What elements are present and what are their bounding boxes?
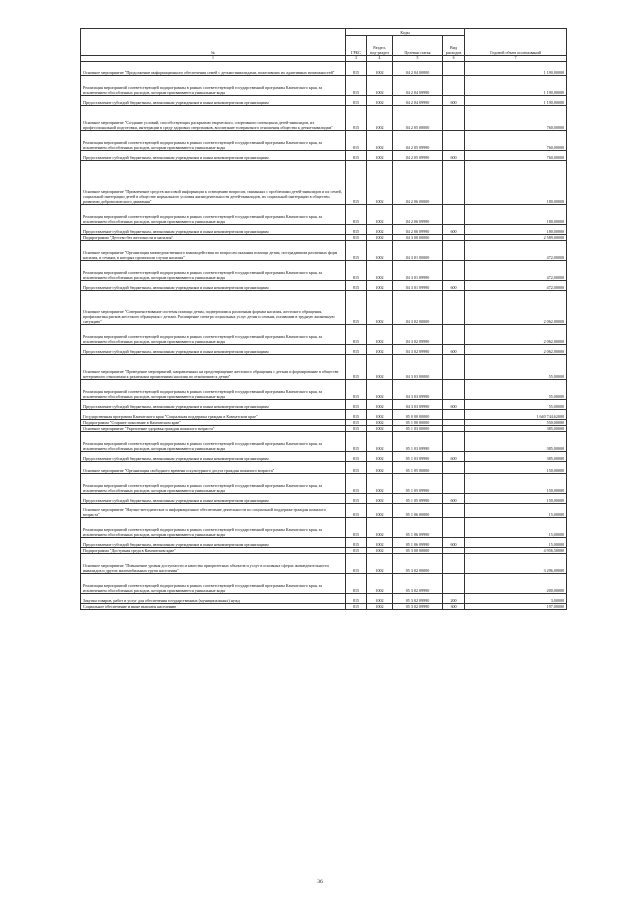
row-section: 1002 (367, 205, 393, 225)
row-section: 1002 (367, 241, 393, 261)
table-row (81, 594, 567, 604)
row-grbs: 815 (346, 261, 367, 281)
row-target-article: 04 3 01 09990 (393, 261, 443, 281)
row-section: 1002 (367, 426, 393, 432)
row-target-article: 04 2 06 09990 (393, 225, 443, 235)
row-expense-type (443, 106, 465, 131)
row-name: Реализация мероприятий соответствующей подпрограммы в рамках соответствующей государственной программы Камчатского края, за исключением обособленных расходов, которым присваиваются уникальные коды (81, 76, 346, 96)
table-row (81, 345, 567, 355)
row-target-article: 05 1 00 00000 (393, 420, 443, 426)
row-target-article: 04 2 05 00000 (393, 106, 443, 131)
row-expense-type: 600 (443, 345, 465, 355)
row-section: 1002 (367, 604, 393, 610)
row-expense-type (443, 380, 465, 400)
row-section: 1002 (367, 355, 393, 380)
row-expense-type (443, 504, 465, 518)
row-expense-type: 600 (443, 281, 465, 291)
row-grbs: 815 (346, 106, 367, 131)
row-name: Основное мероприятие "Проведение мероприятий, направленных на предотвращение жестокого обращения с детьми и формирование в обществе нетерпимого отношения к различным проявлениям насилия по отношению к детям" (81, 355, 346, 380)
row-expense-type (443, 291, 465, 325)
table-row (81, 494, 567, 504)
row-grbs: 815 (346, 62, 367, 76)
row-amount: 150,00000 (465, 494, 567, 504)
row-target-article: 05 3 02 09990 (393, 604, 443, 610)
row-target-article: 04 3 02 00000 (393, 291, 443, 325)
row-section: 1002 (367, 151, 393, 161)
table-row (81, 474, 567, 494)
row-target-article: 04 3 01 09990 (393, 281, 443, 291)
row-amount: 1 190,00000 (465, 96, 567, 106)
table-row (81, 325, 567, 345)
row-grbs: 815 (346, 281, 367, 291)
header-section: Раздел, под-раздел (367, 36, 393, 56)
row-target-article: 04 2 05 09990 (393, 131, 443, 151)
row-expense-type: 600 (443, 225, 465, 235)
row-section: 1002 (367, 538, 393, 548)
row-section: 1002 (367, 548, 393, 554)
row-amount: 55,00000 (465, 380, 567, 400)
header-codes: Коды (346, 29, 465, 36)
table-body (81, 56, 567, 610)
row-name: Основное мероприятие "Создание условий, способствующих раскрытию творческого, спортивного потенциала детей-инвалидов, их профессиональной подготовки, интеграции в среду здоровых сверстников, воспитание толерантного отношения общества к детям-инвалидам" (81, 106, 346, 131)
table-row (81, 355, 567, 380)
row-grbs: 815 (346, 225, 367, 235)
column-index-cell: 7 (465, 56, 567, 62)
row-expense-type (443, 355, 465, 380)
table-row (81, 225, 567, 235)
row-section: 1002 (367, 474, 393, 494)
row-amount: 1 640 744,62000 (465, 410, 567, 420)
row-amount: 760,00000 (465, 106, 567, 131)
row-amount: 385,00000 (465, 432, 567, 452)
row-grbs: 815 (346, 594, 367, 604)
column-index-cell: 3 (346, 56, 367, 62)
row-section: 1002 (367, 594, 393, 604)
row-expense-type (443, 161, 465, 205)
row-name: Социальное обеспечение и иные выплаты населению (81, 604, 346, 610)
row-section: 1002 (367, 106, 393, 131)
row-grbs: 815 (346, 518, 367, 538)
row-target-article: 05 1 03 00000 (393, 426, 443, 432)
row-name: Предоставление субсидий бюджетным, автономным учреждениям и иным некоммерческим организациям (81, 538, 346, 548)
row-amount: 55,00000 (465, 355, 567, 380)
row-target-article: 04 2 06 00000 (393, 161, 443, 205)
row-name: Государственная программа Камчатского края "Социальная поддержка граждан в Камчатском крае" (81, 410, 346, 420)
row-section: 1002 (367, 291, 393, 325)
row-expense-type (443, 261, 465, 281)
row-amount: 3,00000 (465, 594, 567, 604)
row-amount: 15,00000 (465, 538, 567, 548)
row-target-article: 05 1 05 00000 (393, 462, 443, 474)
row-grbs: 815 (346, 96, 367, 106)
row-expense-type (443, 241, 465, 261)
row-section: 1002 (367, 161, 393, 205)
row-grbs: 815 (346, 161, 367, 205)
budget-table (80, 28, 567, 610)
row-name: Предоставление субсидий бюджетным, автономным учреждениям и иным некоммерческим организациям (81, 494, 346, 504)
table-row (81, 432, 567, 452)
row-target-article: 05 1 03 09990 (393, 432, 443, 452)
table-row (81, 554, 567, 574)
row-section: 1002 (367, 462, 393, 474)
row-name: Основное мероприятие "Совершенствование системы помощи детям, подвергшимся различным формам насилия, жестокого обращения, профилактика рисков жестокого обращения с детьми. Расширение спектра социальных услуг детям и семьям, попавшим в трудную жизненную ситуацию" (81, 291, 346, 325)
row-expense-type: 600 (443, 538, 465, 548)
row-target-article: 04 3 02 09990 (393, 325, 443, 345)
table-row (81, 291, 567, 325)
row-grbs: 815 (346, 325, 367, 345)
row-target-article: 04 2 06 09990 (393, 205, 443, 225)
row-name: Реализация мероприятий соответствующей подпрограммы в рамках соответствующей государственной программы Камчатского края, за исключением обособленных расходов, которым присваиваются уникальные коды (81, 518, 346, 538)
row-name: Реализация мероприятий соответствующей подпрограммы в рамках соответствующей государственной программы Камчатского края, за исключением обособленных расходов, которым присваиваются уникальные коды (81, 380, 346, 400)
row-name: Предоставление субсидий бюджетным, автономным учреждениям и иным некоммерческим организациям (81, 225, 346, 235)
row-section: 1002 (367, 96, 393, 106)
row-name: Реализация мероприятий соответствующей подпрограммы в рамках соответствующей государственной программы Камчатского края, за исключением обособленных расходов, которым присваиваются уникальные коды (81, 574, 346, 594)
table-row (81, 518, 567, 538)
row-target-article: 05 3 02 00000 (393, 554, 443, 574)
row-name: Реализация мероприятий соответствующей подпрограммы в рамках соответствующей государственной программы Камчатского края, за исключением обособленных расходов, которым присваиваются уникальные коды (81, 205, 346, 225)
row-section: 1002 (367, 281, 393, 291)
row-grbs: 815 (346, 554, 367, 574)
row-section: 1002 (367, 131, 393, 151)
row-grbs: 815 (346, 504, 367, 518)
row-amount: 150,00000 (465, 474, 567, 494)
row-section: 1002 (367, 225, 393, 235)
row-name: Основное мероприятие "Продолжение информационного обеспечения семей с детьми-инвалидами, пожелавших их адаптивных возможностей" (81, 62, 346, 76)
row-target-article: 04 2 04 00000 (393, 62, 443, 76)
row-target-article: 04 3 00 00000 (393, 235, 443, 241)
row-grbs: 815 (346, 462, 367, 474)
row-name: Основное мероприятие "Повышение уровня доступности и качества приоритетных объектов и услуг в основных сферах жизнедеятельности инвалидов и других маломобильных групп населения" (81, 554, 346, 574)
row-name: Основное мероприятие "Привлечение средств массовой информации к освещению вопросов, связанных с проблемами детей-инвалидов и их семей, социальной интеграции детей в обществе нормального условия жизнедеятельности детей-инвалидов, их социальной интеграции в общество, развитию добровольческого движения" (81, 161, 346, 205)
row-name: Предоставление субсидий бюджетным, автономным учреждениям и иным некоммерческим организациям (81, 400, 346, 410)
row-section: 1002 (367, 76, 393, 96)
row-expense-type: 600 (443, 400, 465, 410)
row-grbs: 815 (346, 400, 367, 410)
table-row (81, 452, 567, 462)
row-section: 1002 (367, 345, 393, 355)
row-name: Основное мероприятие "Научно-методическое и информационное обеспечение деятельности по социальной поддержке граждан пожилого возраста" (81, 504, 346, 518)
row-expense-type: 300 (443, 604, 465, 610)
row-expense-type (443, 76, 465, 96)
row-grbs: 815 (346, 235, 367, 241)
row-name: Предоставление субсидий бюджетным, автономным учреждениям и иным некоммерческим организациям (81, 96, 346, 106)
row-grbs: 815 (346, 420, 367, 426)
row-amount: 180,00000 (465, 161, 567, 205)
row-expense-type (443, 432, 465, 452)
row-expense-type (443, 518, 465, 538)
row-section: 1002 (367, 380, 393, 400)
row-grbs: 815 (346, 131, 367, 151)
row-amount: 4 956,50000 (465, 548, 567, 554)
row-grbs: 815 (346, 291, 367, 325)
row-grbs: 815 (346, 76, 367, 96)
header-target-article: Целевая статья (393, 36, 443, 56)
header-annual-amount: Годовой объем ассигнований (465, 29, 567, 56)
row-target-article: 05 1 06 09990 (393, 518, 443, 538)
row-section: 1002 (367, 400, 393, 410)
table-row (81, 76, 567, 96)
row-grbs: 815 (346, 538, 367, 548)
row-name: Реализация мероприятий соответствующей подпрограммы в рамках соответствующей государственной программы Камчатского края, за исключением обособленных расходов, которым присваиваются уникальные коды (81, 474, 346, 494)
row-target-article: 05 1 05 09990 (393, 494, 443, 504)
row-amount: 472,00000 (465, 261, 567, 281)
row-target-article: 04 3 03 00000 (393, 355, 443, 380)
row-grbs: 815 (346, 604, 367, 610)
row-amount: 1 190,00000 (465, 76, 567, 96)
row-grbs: 815 (346, 380, 367, 400)
row-target-article: 04 3 02 09990 (393, 345, 443, 355)
row-amount: 385,00000 (465, 452, 567, 462)
row-amount: 2 062,00000 (465, 345, 567, 355)
row-name: Предоставление субсидий бюджетным, автономным учреждениям и иным некоммерческим организациям (81, 345, 346, 355)
row-name: Реализация мероприятий соответствующей подпрограммы в рамках соответствующей государственной программы Камчатского края, за исключением обособленных расходов, которым присваиваются уникальные коды (81, 432, 346, 452)
row-amount: 200,00000 (465, 574, 567, 594)
page-number: 36 (317, 879, 323, 885)
row-target-article: 04 2 04 09990 (393, 96, 443, 106)
row-target-article: 05 3 02 09990 (393, 574, 443, 594)
row-name: Предоставление субсидий бюджетным, автономным учреждениям и иным некоммерческим организациям (81, 281, 346, 291)
row-section: 1002 (367, 261, 393, 281)
table-row (81, 62, 567, 76)
row-amount: 550,00000 (465, 420, 567, 426)
row-name: Основное мероприятие "Организация свободного времени и культурного досуга граждан пожилого возраста" (81, 462, 346, 474)
header-grbs: ГРБС (346, 36, 367, 56)
row-name: Подпрограмма "Старшее поколение в Камчатском крае" (81, 420, 346, 426)
row-name: Реализация мероприятий соответствующей подпрограммы в рамках соответствующей государственной программы Камчатского края, за исключением обособленных расходов, которым присваиваются уникальные коды (81, 325, 346, 345)
row-section: 1002 (367, 410, 393, 420)
table-row (81, 161, 567, 205)
row-target-article: 04 2 05 09990 (393, 151, 443, 161)
row-amount: 180,00000 (465, 225, 567, 235)
row-expense-type: 600 (443, 452, 465, 462)
row-section: 1002 (367, 494, 393, 504)
table-row (81, 380, 567, 400)
table-row (81, 106, 567, 131)
row-grbs: 815 (346, 410, 367, 420)
row-grbs: 815 (346, 426, 367, 432)
table-row (81, 281, 567, 291)
row-expense-type: 600 (443, 151, 465, 161)
row-section: 1002 (367, 554, 393, 574)
column-index-cell: 6 (443, 56, 465, 62)
row-expense-type (443, 325, 465, 345)
row-amount: 180,00000 (465, 205, 567, 225)
row-section: 1002 (367, 432, 393, 452)
row-amount: 385,00000 (465, 426, 567, 432)
table-row (81, 151, 567, 161)
row-expense-type (443, 462, 465, 474)
row-name: Подпрограмма "Доступная среда в Камчатском крае" (81, 548, 346, 554)
row-amount: 2 062,00000 (465, 291, 567, 325)
row-expense-type (443, 205, 465, 225)
row-name: Основное мероприятие "Укрепление здоровья граждан пожилого возраста" (81, 426, 346, 432)
header-expense-type: Вид расходов (443, 36, 465, 56)
row-grbs: 815 (346, 241, 367, 261)
row-section: 1002 (367, 62, 393, 76)
row-name: Подпрограмма "Детство без жестокости и насилия" (81, 235, 346, 241)
row-amount: 55,00000 (465, 400, 567, 410)
row-expense-type: 200 (443, 594, 465, 604)
row-section: 1002 (367, 504, 393, 518)
row-grbs: 815 (346, 345, 367, 355)
row-target-article: 05 1 03 09990 (393, 452, 443, 462)
row-target-article: 04 3 01 00000 (393, 241, 443, 261)
table-row (81, 410, 567, 420)
row-target-article: 05 3 02 09990 (393, 594, 443, 604)
row-expense-type: 600 (443, 494, 465, 504)
row-amount: 15,00000 (465, 504, 567, 518)
table-row (81, 400, 567, 410)
table-row (81, 241, 567, 261)
row-amount: 150,00000 (465, 462, 567, 474)
row-amount: 760,00000 (465, 151, 567, 161)
row-grbs: 815 (346, 355, 367, 380)
table-row (81, 604, 567, 610)
column-index-cell: 5 (393, 56, 443, 62)
row-amount: 15,00000 (465, 518, 567, 538)
row-section: 1002 (367, 518, 393, 538)
row-amount: 2 589,00000 (465, 235, 567, 241)
header-number: № (81, 29, 346, 56)
table-row (81, 574, 567, 594)
row-target-article: 05 3 00 00000 (393, 548, 443, 554)
row-grbs: 815 (346, 151, 367, 161)
row-grbs: 815 (346, 452, 367, 462)
row-expense-type: 600 (443, 96, 465, 106)
row-amount: 197,00000 (465, 604, 567, 610)
row-section: 1002 (367, 452, 393, 462)
row-grbs: 815 (346, 574, 367, 594)
row-amount: 472,00000 (465, 281, 567, 291)
table-row (81, 462, 567, 474)
row-target-article: 05 1 05 09990 (393, 474, 443, 494)
row-amount: 3 296,00000 (465, 554, 567, 574)
row-grbs: 815 (346, 205, 367, 225)
row-grbs: 815 (346, 474, 367, 494)
row-section: 1002 (367, 235, 393, 241)
row-grbs: 815 (346, 432, 367, 452)
table-row (81, 538, 567, 548)
row-amount: 2 062,00000 (465, 325, 567, 345)
row-grbs: 815 (346, 494, 367, 504)
row-target-article: 05 0 00 00000 (393, 410, 443, 420)
row-name: Основное мероприятие "Организация межведомственного взаимодействия по вопросам оказания помощи детям, пострадавшим различных форм насилия, и семьям, в которых произошли случаи насилия" (81, 241, 346, 261)
row-target-article: 04 2 04 09990 (393, 76, 443, 96)
table-row (81, 504, 567, 518)
row-expense-type (443, 131, 465, 151)
row-expense-type (443, 62, 465, 76)
row-grbs: 815 (346, 548, 367, 554)
row-section: 1002 (367, 574, 393, 594)
row-name: Закупка товаров, работ и услуг для обеспечения государственных (муниципальных) нужд (81, 594, 346, 604)
table-row (81, 261, 567, 281)
row-amount: 760,00000 (465, 131, 567, 151)
row-name: Предоставление субсидий бюджетным, автономным учреждениям и иным некоммерческим организациям (81, 151, 346, 161)
table-row (81, 96, 567, 106)
row-section: 1002 (367, 325, 393, 345)
row-section: 1002 (367, 420, 393, 426)
column-index-cell: 4 (367, 56, 393, 62)
row-expense-type (443, 474, 465, 494)
row-name: Предоставление субсидий бюджетным, автономным учреждениям и иным некоммерческим организациям (81, 452, 346, 462)
row-target-article: 05 1 06 00000 (393, 504, 443, 518)
row-name: Реализация мероприятий соответствующей подпрограммы в рамках соответствующей государственной программы Камчатского края, за исключением обособленных расходов, которым присваиваются уникальные коды (81, 261, 346, 281)
row-amount: 1 190,00000 (465, 62, 567, 76)
row-target-article: 04 3 03 09990 (393, 400, 443, 410)
column-index-cell: 1 (81, 56, 346, 62)
row-target-article: 04 3 03 09990 (393, 380, 443, 400)
row-expense-type (443, 410, 465, 420)
row-target-article: 05 1 06 09990 (393, 538, 443, 548)
row-expense-type (443, 574, 465, 594)
row-name: Реализация мероприятий соответствующей подпрограммы в рамках соответствующей государственной программы Камчатского края, за исключением обособленных расходов, которым присваиваются уникальные коды (81, 131, 346, 151)
table-row (81, 131, 567, 151)
row-amount: 472,00000 (465, 241, 567, 261)
row-expense-type (443, 554, 465, 574)
table-row (81, 205, 567, 225)
